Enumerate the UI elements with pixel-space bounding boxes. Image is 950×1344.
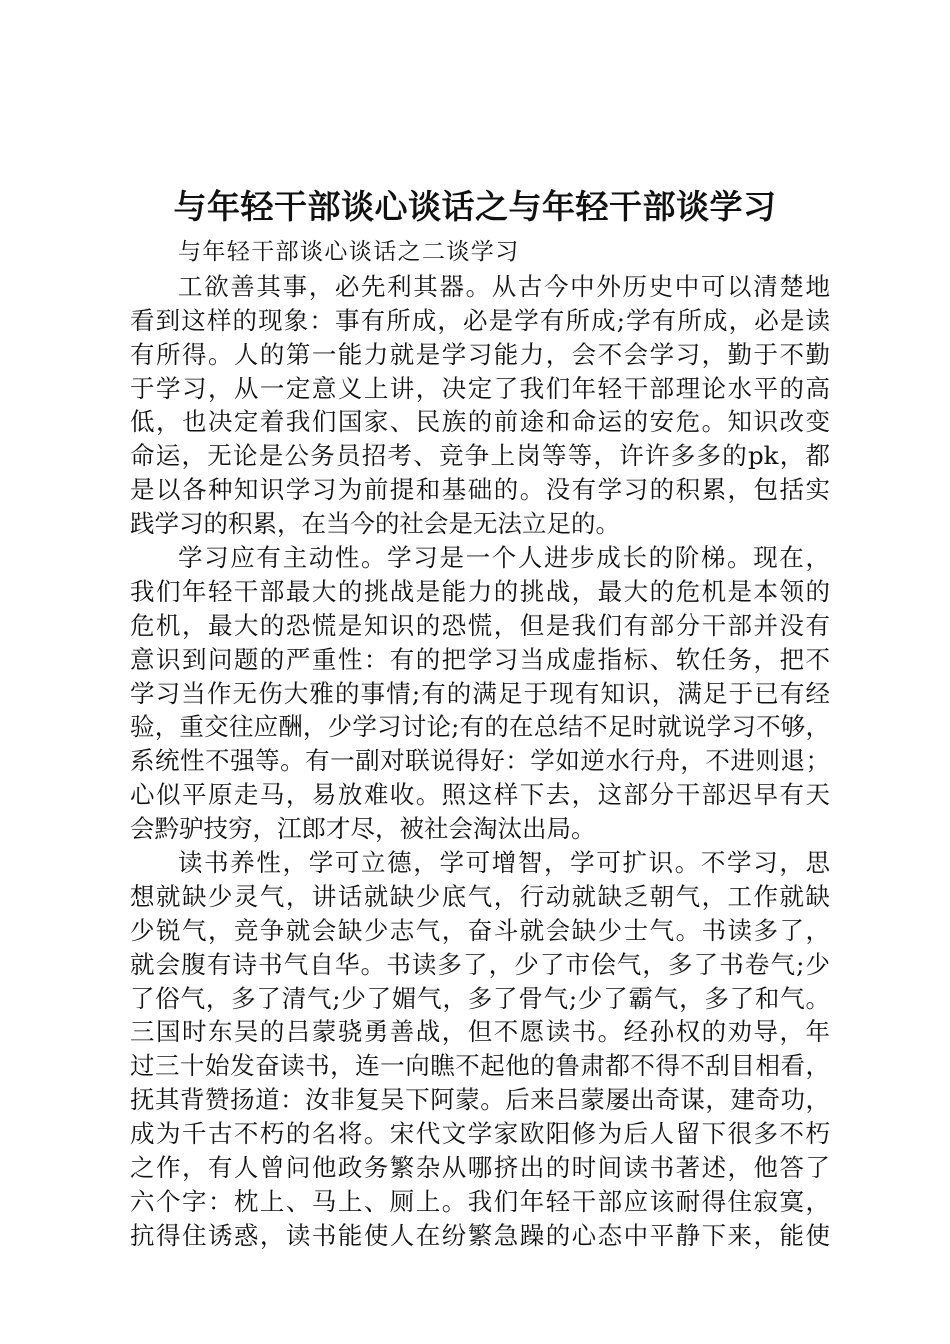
paragraph-line: 之作，有人曾问他政务繁杂从哪挤出的时间读书著述，他答了 xyxy=(130,1153,830,1183)
paragraph-line: 过三十始发奋读书，连一向瞧不起他的鲁肃都不得不刮目相看， xyxy=(130,1051,830,1081)
paragraph-line: 意识到问题的严重性：有的把学习当成虚指标、软任务，把不 xyxy=(130,644,830,674)
paragraph-line: 心似平原走马，易放难收。照这样下去，这部分干部迟早有天 xyxy=(130,780,830,810)
paragraph-line: 三国时东吴的吕蒙骁勇善战，但不愿读书。经孙权的劝导，年 xyxy=(130,1017,830,1047)
paragraph-line: 就会腹有诗书气自华。书读多了，少了市侩气，多了书卷气;少 xyxy=(130,949,830,979)
paragraph-line: 成为千古不朽的名将。宋代文学家欧阳修为后人留下很多不朽 xyxy=(130,1119,830,1149)
paragraph-line: 抚其背赞扬道：汝非复吴下阿蒙。后来吕蒙屡出奇谋，建奇功， xyxy=(130,1085,830,1115)
paragraph-line: 六个字：枕上、马上、厕上。我们年轻干部应该耐得住寂寞， xyxy=(130,1186,830,1216)
paragraph-line: 少锐气，竞争就会缺少志气，奋斗就会缺少士气。书读多了， xyxy=(130,915,830,945)
paragraph-line: 于学习，从一定意义上讲，决定了我们年轻干部理论水平的高 xyxy=(130,373,830,403)
paragraph-line: 学习应有主动性。学习是一个人进步成长的阶梯。现在， xyxy=(178,543,830,573)
paragraph-line: 会黔驴技穷，江郎才尽，被社会淘汰出局。 xyxy=(130,814,596,844)
paragraph-line: 工欲善其事，必先利其器。从古今中外历史中可以清楚地 xyxy=(178,271,830,301)
paragraph-line: 危机，最大的恐慌是知识的恐慌，但是我们有部分干部并没有 xyxy=(130,610,830,640)
paragraph-line: 低，也决定着我们国家、民族的前途和命运的安危。知识改变 xyxy=(130,407,830,437)
paragraph-line: 命运，无论是公务员招考、竞争上岗等等，许许多多的pk，都 xyxy=(130,441,830,471)
paragraph-line: 想就缺少灵气，讲话就缺少底气，行动就缺乏朝气，工作就缺 xyxy=(130,881,830,911)
paragraph-line: 学习当作无伤大雅的事情;有的满足于现有知识，满足于已有经 xyxy=(130,678,830,708)
paragraph-line: 看到这样的现象：事有所成，必是学有所成;学有所成，必是读 xyxy=(130,305,830,335)
paragraph-line: 有所得。人的第一能力就是学习能力，会不会学习，勤于不勤 xyxy=(130,339,830,369)
paragraph-line: 抗得住诱惑，读书能使人在纷繁急躁的心态中平静下来，能使 xyxy=(130,1220,830,1250)
paragraph-line: 是以各种知识学习为前提和基础的。没有学习的积累，包括实 xyxy=(130,475,830,505)
paragraph-line: 验，重交往应酬，少学习讨论;有的在总结不足时就说学习不够， xyxy=(130,712,830,742)
document-body xyxy=(130,236,830,1253)
document-title: 与年轻干部谈心谈话之与年轻干部谈学习 xyxy=(173,187,777,226)
paragraph-line: 读书养性，学可立德，学可增智，学可扩识。不学习，思 xyxy=(178,848,830,878)
paragraph-line: 我们年轻干部最大的挑战是能力的挑战，最大的危机是本领的 xyxy=(130,576,830,606)
paragraph-line: 了俗气，多了清气;少了媚气，多了骨气;少了霸气，多了和气。 xyxy=(130,983,830,1013)
paragraph-line: 践学习的积累，在当今的社会是无法立足的。 xyxy=(130,509,620,539)
paragraph-line: 系统性不强等。有一副对联说得好：学如逆水行舟，不进则退； xyxy=(130,746,830,776)
document-subtitle: 与年轻干部谈心谈话之二谈学习 xyxy=(178,239,520,265)
